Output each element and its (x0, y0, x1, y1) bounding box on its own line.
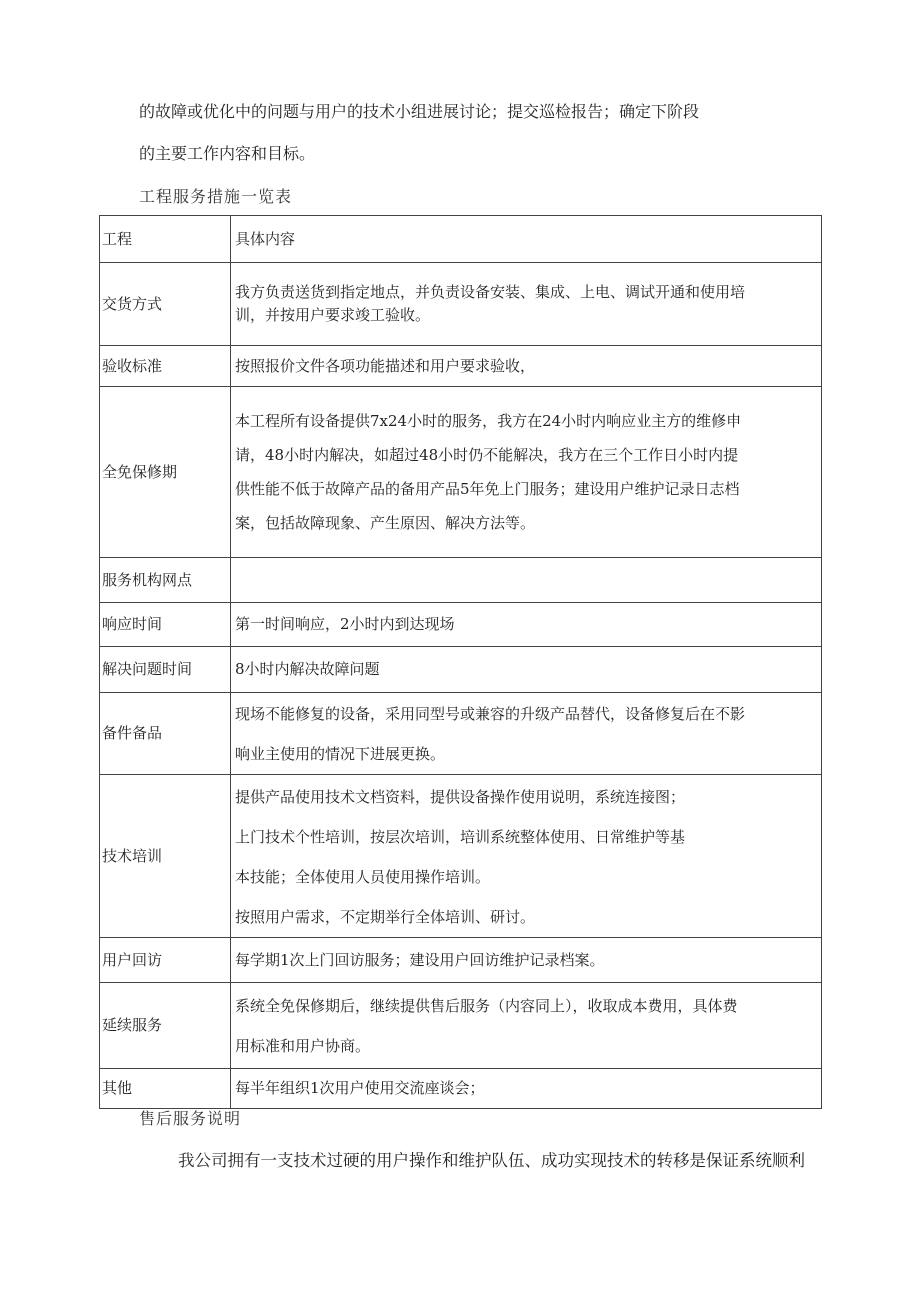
row-key: 其他 (100, 1069, 231, 1109)
content-line: 现场不能修复的设备，采用同型号或兼容的升级产品替代，设备修复后在不影 (235, 704, 746, 723)
row-key: 响应时间 (100, 603, 231, 647)
row-key: 交货方式 (100, 263, 231, 346)
row-content (231, 647, 822, 693)
row-key: 验收标准 (100, 346, 231, 387)
table-row (100, 1069, 822, 1109)
row-content (231, 938, 822, 983)
header-item: 工程 (100, 216, 231, 263)
table-row (100, 346, 822, 387)
content-line: 按照报价文件各项功能描述和用户要求验收， (235, 356, 536, 375)
table-header-row (100, 216, 822, 263)
content-line: 系统全免保修期后，继续提供售后服务（内容同上），收取成本费用，具体费 (235, 996, 738, 1015)
table-row (100, 693, 822, 775)
content-line: 我方负责送货到指定地点，并负责设备安装、集成、上电、调试开通和使用培 (235, 283, 746, 301)
content-line: 本技能；全体使用人员使用操作培训。 (235, 868, 491, 886)
row-content (231, 693, 822, 775)
row-content (231, 1069, 822, 1109)
content-line: 提供产品使用技术文档资料，提供设备操作使用说明，系统连接图； (235, 788, 686, 806)
content-line: 响业主使用的情况下进展更换。 (235, 744, 446, 763)
content-line: 训，并按用户要求竣工验收。 (235, 306, 431, 324)
row-content (231, 603, 822, 647)
table-row (100, 983, 822, 1069)
table-row (100, 387, 822, 558)
row-content (231, 387, 822, 558)
content-line: 上门技术个性培训，按层次培训，培训系统整体使用、日常维护等基 (235, 828, 686, 846)
row-key: 备件备品 (100, 693, 231, 775)
row-key: 延续服务 (100, 983, 231, 1069)
content-line: 每半年组织1次用户使用交流座谈会； (235, 1079, 485, 1097)
row-content (231, 775, 822, 938)
content-line: 请，48小时内解决，如超过48小时仍不能解决，我方在三个工作日小时内提 (235, 446, 739, 464)
header-content: 具体内容 (231, 216, 822, 263)
table-row (100, 775, 822, 938)
intro-line-2: 的主要工作内容和目标。 (139, 144, 316, 163)
row-content (231, 558, 822, 603)
table-row (100, 938, 822, 983)
content-line: 用标准和用户协商。 (235, 1036, 371, 1055)
content-line: 每学期1次上门回访服务；建设用户回访维护记录档案。 (235, 950, 605, 969)
service-measures-table (99, 215, 822, 1109)
content-line: 8小时内解决故障问题 (235, 660, 380, 678)
content-line: 第一时间响应，2小时内到达现场 (235, 615, 455, 633)
content-line: 按照用户需求，不定期举行全体培训、研讨。 (235, 908, 536, 926)
intro-line-1: 的故障或优化中的问题与用户的技术小组进展讨论；提交巡检报告；确定下阶段 (139, 102, 700, 121)
row-key: 用户回访 (100, 938, 231, 983)
after-sales-paragraph: 我公司拥有一支技术过硬的用户操作和维护队伍、成功实现技术的转移是保证系统顺利 (178, 1151, 805, 1170)
content-line: 本工程所有设备提供7x24小时的服务，我方在24小时内响应业主方的维修申 (235, 412, 742, 430)
content-line: 供性能不低于故障产品的备用产品5年免上门服务；建设用户维护记录日志档 (235, 480, 740, 498)
row-content (231, 346, 822, 387)
row-key: 解决问题时间 (100, 647, 231, 693)
table-row (100, 603, 822, 647)
content-line: 案，包括故障现象、产生原因、解决方法等。 (235, 514, 536, 532)
table-row (100, 647, 822, 693)
row-content (231, 263, 822, 346)
row-content (231, 983, 822, 1069)
row-key: 技术培训 (100, 775, 231, 938)
row-key: 全免保修期 (100, 387, 231, 558)
row-key: 服务机构网点 (100, 558, 231, 603)
table-row (100, 558, 822, 603)
after-sales-heading: 售后服务说明 (139, 1109, 242, 1128)
table-caption: 工程服务措施一览表 (139, 187, 293, 206)
table-row (100, 263, 822, 346)
